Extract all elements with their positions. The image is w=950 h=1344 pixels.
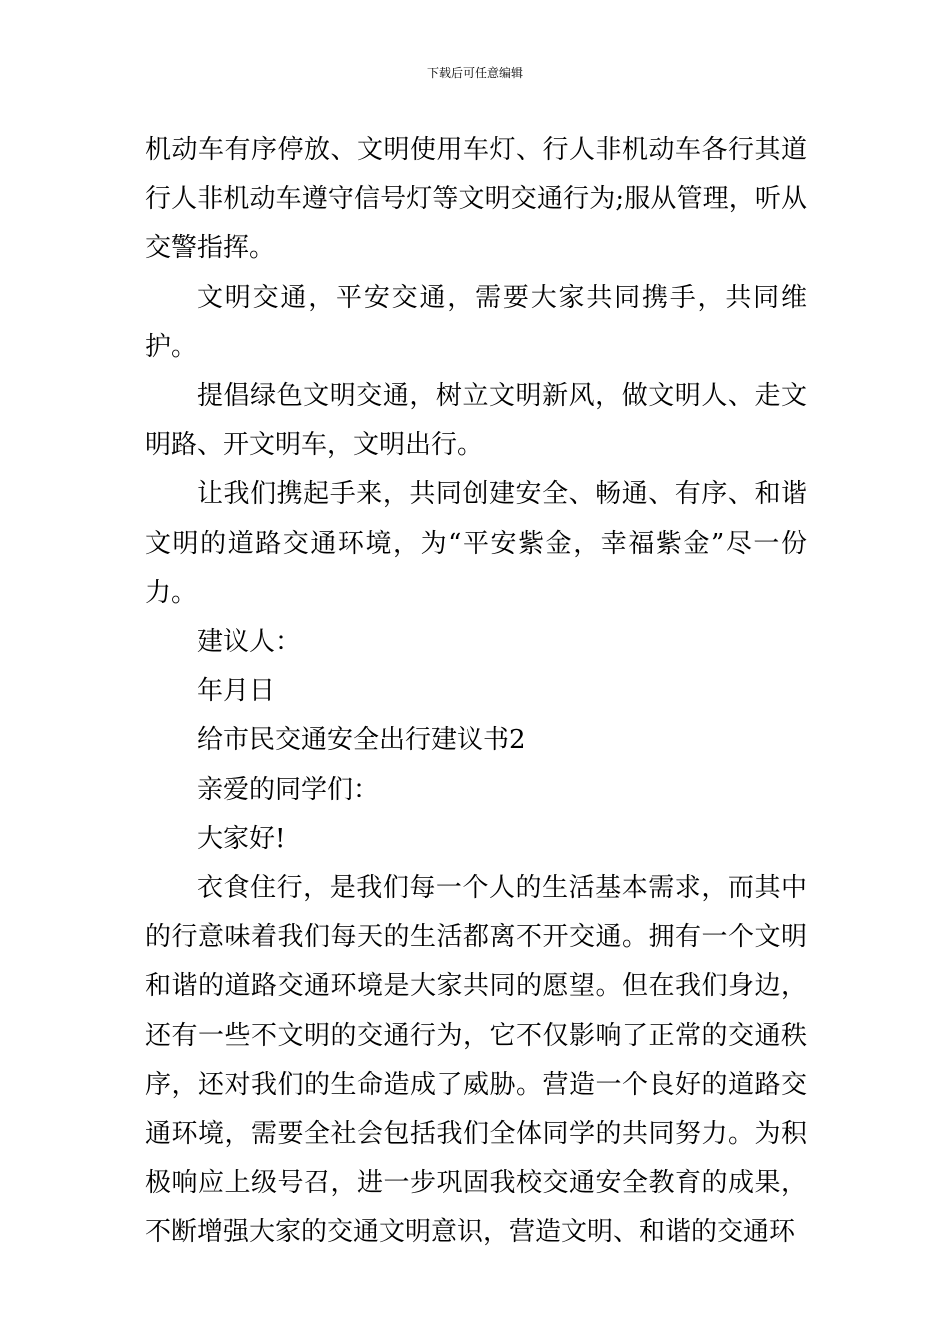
document-body [145, 126, 807, 1258]
paragraph-green-travel: 提倡绿色文明交通，树立文明新风，做文明人、走文明路、开文明车，文明出行。 [145, 381, 807, 461]
paragraph-daily-life: 衣食住行，是我们每一个人的生活基本需求，而其中的行意味着我们每天的生活都离不开交通。拥有一个文明和谐的道路交通环境是大家共同的愿望。但在我们身边，还有一些不文明的交通行为，它不仅影响了正常的交通秩序，还对我们的生命造成了威胁。营造一个良好的道路交通环境，需要全社会包括我们全体同学的共同努力。为积极响应上级号召，进一步巩固我校交通安全教育的成果，不断增强大家的交通文明意识，营造文明、和谐的交通环 [145, 873, 807, 1248]
signature-proposer: 建议人： [197, 627, 302, 658]
section-title: 给市民交通安全出行建议书2 [197, 725, 526, 756]
salutation: 亲爱的同学们： [197, 774, 380, 805]
paragraph-join-hands: 让我们携起手来，共同创建安全、畅通、有序、和谐文明的道路交通环境，为“平安紫金，幸福紫金”尽一份力。 [145, 479, 807, 608]
greeting: 大家好! [197, 823, 286, 854]
header-note: 下载后可任意编辑 [426, 66, 523, 80]
paragraph-traffic-behaviors: 机动车有序停放、文明使用车灯、行人非机动车各行其道行人非机动车遵守信号灯等文明交通行为;服从管理，听从交警指挥。 [145, 135, 807, 264]
signature-date: 年月日 [197, 676, 276, 707]
paragraph-civilized-traffic: 文明交通，平安交通，需要大家共同携手，共同维护。 [145, 282, 807, 362]
